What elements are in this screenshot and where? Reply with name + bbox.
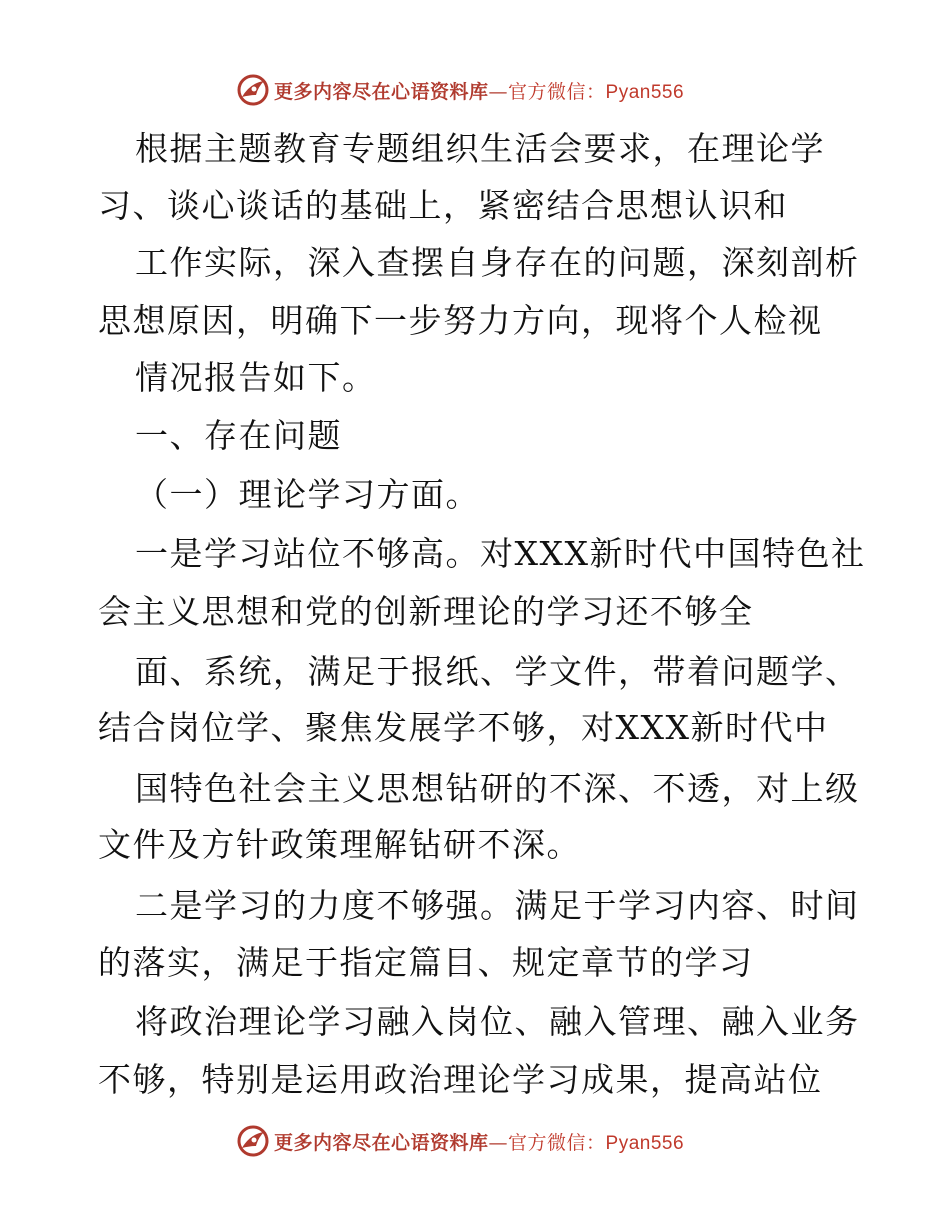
pen-logo-icon [236,73,270,107]
pen-logo-icon [236,1124,270,1158]
body-line: 不够，特别是运用政治理论学习成果，提高站位 [98,1060,823,1099]
header-title: 更多内容尽在心语资料库 [274,80,489,103]
footer-wechat-id: Pyan556 [605,1132,685,1154]
body-line: 会主义思想和党的创新理论的学习还不够全 [98,592,754,631]
body-line: 的落实，满足于指定篇目、规定章节的学习 [98,943,754,982]
footer-wechat-label: 官方微信： [508,1131,606,1154]
header-banner-text [274,77,684,104]
body-line: 根据主题教育专题组织生活会要求，在理论学 [135,129,825,168]
footer-title: 更多内容尽在心语资料库 [274,1131,489,1154]
body-line: 国特色社会主义思想钻研的不深、不透，对上级 [135,769,860,808]
subsection-heading: （一）理论学习方面。 [135,475,480,514]
body-line: 思想原因，明确下一步努力方向，现将个人检视 [98,301,823,340]
body-line: 习、谈心谈话的基础上，紧密结合思想认识和 [98,186,788,225]
body-line: 面、系统，满足于报纸、学文件，带着问题学、 [135,652,860,691]
body-line: 文件及方针政策理解钻研不深。 [98,825,581,864]
body-line: 工作实际，深入查摆自身存在的问题，深刻剖析 [135,243,860,282]
body-line: 结合岗位学、聚焦发展学不够，对XXX新时代中 [98,708,829,747]
header-separator: — [488,80,509,103]
body-line: 一是学习站位不够高。对XXX新时代中国特色社 [135,534,866,573]
body-line: 情况报告如下。 [135,358,377,397]
header-wechat-id: Pyan556 [605,81,685,103]
footer-separator: — [488,1131,509,1154]
body-line: 二是学习的力度不够强。满足于学习内容、时间 [135,886,860,925]
header-wechat-label: 官方微信： [508,80,606,103]
footer-banner [236,1123,684,1159]
header-banner [236,72,684,108]
section-heading: 一、存在问题 [135,416,342,455]
footer-banner-text [274,1128,684,1155]
body-line: 将政治理论学习融入岗位、融入管理、融入业务 [135,1002,860,1041]
